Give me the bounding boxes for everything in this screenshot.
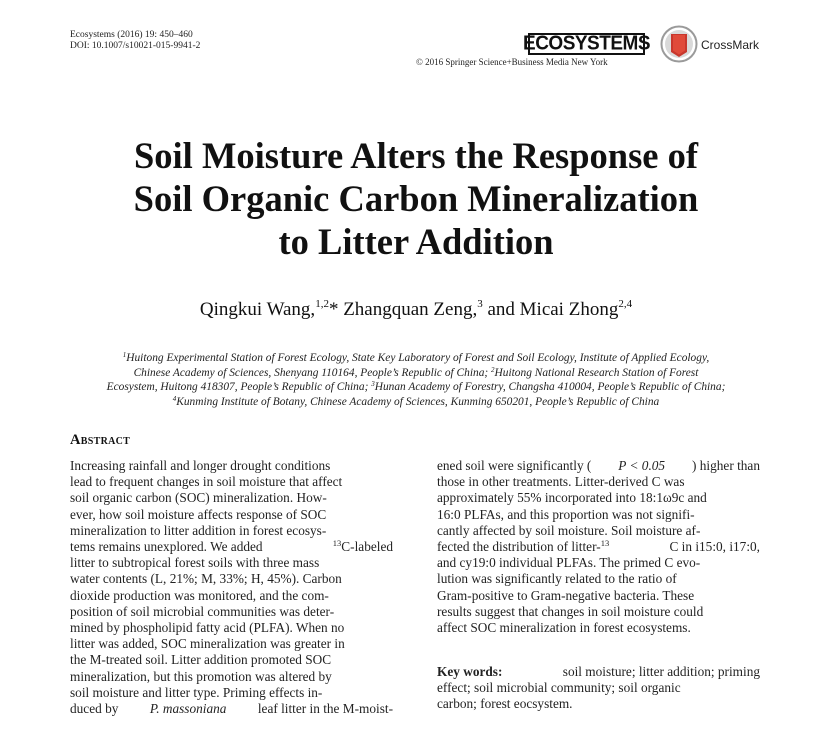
keywords-line xyxy=(437,664,760,680)
affiliation-line xyxy=(40,395,792,410)
affiliation-number: 4 xyxy=(172,394,177,403)
abstract-line: litter to subtropical forest soils with three mass xyxy=(70,555,320,571)
abstract-line: cantly affected by soil moisture. Soil moisture af- xyxy=(437,522,701,538)
abstract-line xyxy=(437,458,760,474)
abstract-heading: Abstract xyxy=(70,432,131,448)
keywords-label: Key words: xyxy=(437,664,503,679)
abstract-text: ened soil were significantly ( xyxy=(437,458,592,473)
isotope-mass: 13 xyxy=(600,538,610,549)
abstract-text: ) higher than xyxy=(692,458,760,473)
citation-info xyxy=(70,30,200,52)
article-title xyxy=(40,134,792,263)
isotope-mass: 13 xyxy=(332,538,342,549)
abstract-line: mineralization, but this promotion was altered by xyxy=(70,668,332,684)
keywords-block xyxy=(437,664,760,713)
author-conjunction: and xyxy=(487,299,515,320)
abstract-line: litter was added, SOC mineralization was greater in xyxy=(70,636,345,652)
affiliation-text: Ecosystem, Huitong 418307, People’s Republic of China; xyxy=(106,381,369,394)
title-line: Soil Moisture Alters the Response of xyxy=(133,135,699,176)
isotope-element: C xyxy=(341,539,351,555)
abstract-text: C in i15:0, i17:0, xyxy=(669,539,760,555)
abstract-line: Gram-positive to Gram-negative bacteria. These xyxy=(437,587,695,603)
affiliation-line xyxy=(40,380,792,395)
keywords-text: soil moisture; litter addition; priming xyxy=(562,664,760,679)
author-name[interactable]: Micai Zhong xyxy=(519,299,619,320)
citation-doi[interactable]: DOI: 10.1007/s10021-015-9941-2 xyxy=(70,41,201,51)
author-list xyxy=(40,299,792,321)
abstract-line: Increasing rainfall and longer drought conditions xyxy=(70,458,331,473)
affiliation-text: Huitong National Research Station of Forest xyxy=(494,366,699,379)
author-name[interactable]: Zhangquan Zeng, xyxy=(343,299,478,320)
abstract-line: soil moisture and litter type. Priming effects in- xyxy=(70,684,323,700)
abstract-column-right xyxy=(437,458,760,636)
title-line: to Litter Addition xyxy=(278,221,554,262)
abstract-line xyxy=(70,539,393,555)
abstract-line: 16:0 PLFAs, and this proportion was not signifi- xyxy=(437,506,695,522)
abstract-line: soil organic carbon (SOC) mineralization. How- xyxy=(70,490,327,506)
author-affiliation-ref: 1,2 xyxy=(315,298,329,310)
journal-logo[interactable] xyxy=(523,32,650,55)
affiliation-text: Chinese Academy of Sciences, Shenyang 110164, People’s Republic of China; xyxy=(133,366,489,379)
abstract-line: lution was significantly related to the ratio of xyxy=(437,571,677,587)
abstract-line: ever, how soil moisture affects response of SOC xyxy=(70,506,327,522)
copyright-notice: © 2016 Springer Science+Business Media New York xyxy=(416,57,608,67)
abstract-text: fected the distribution of litter- xyxy=(437,539,601,555)
affiliation-line xyxy=(40,351,792,366)
crossmark-label[interactable]: CrossMark xyxy=(701,38,760,52)
abstract-line: and cy19:0 individual PLFAs. The primed C evo- xyxy=(437,555,701,571)
abstract-text: duced by xyxy=(70,701,119,717)
abstract-line: dioxide production was monitored, and the com- xyxy=(70,587,329,603)
citation-volume: Ecosystems (2016) 19: 450–460 xyxy=(70,30,193,40)
isotope-label xyxy=(333,539,393,555)
affiliation-text: Kunming Institute of Botany, Chinese Academy of Sciences, Kunming 650201, People’s Republic of China xyxy=(176,395,660,408)
abstract-text: -labeled xyxy=(350,539,393,555)
abstract-text: tems remains unexplored. We added xyxy=(70,539,263,555)
affiliation-number: 2 xyxy=(491,365,495,374)
abstract-text xyxy=(437,539,609,555)
abstract-line xyxy=(70,701,393,717)
author-affiliation-ref: 2,4 xyxy=(618,298,633,310)
affiliation-text: Huitong Experimental Station of Forest Ecology, State Key Laboratory of Forest and Soil Ecology, Institute of Applied Ecology, xyxy=(126,352,710,364)
affiliation-line xyxy=(40,366,792,381)
abstract-text: leaf litter in the M-moist- xyxy=(257,701,393,717)
abstract-line: water contents (L, 21%; M, 33%; H, 45%). Carbon xyxy=(70,571,342,587)
abstract-line: mineralization to litter addition in forest ecosys- xyxy=(70,522,327,538)
p-value: P < 0.05 xyxy=(618,458,666,473)
journal-logo-text: ECOSYSTEMS xyxy=(523,32,650,55)
abstract-line: results suggest that changes in soil moisture could xyxy=(437,603,704,619)
abstract-line: the M-treated soil. Litter addition promoted SOC xyxy=(70,652,332,668)
abstract-line: position of soil microbial communities was deter- xyxy=(70,603,335,619)
keywords-line: carbon; forest eocsystem. xyxy=(437,696,573,712)
keywords-line: effect; soil microbial community; soil organic xyxy=(437,680,681,696)
affiliation-number: 1 xyxy=(122,351,127,359)
abstract-line xyxy=(437,539,760,555)
abstract-line: approximately 55% incorporated into 18:1ω9c and xyxy=(437,490,707,506)
author-affiliation-ref: 3 xyxy=(477,298,483,310)
crossmark-icon[interactable] xyxy=(660,25,698,63)
corresponding-author-star: * xyxy=(328,299,339,320)
affiliation-text: Hunan Academy of Forestry, Changsha 410004, People’s Republic of China; xyxy=(374,381,726,394)
title-line: Soil Organic Carbon Mineralization xyxy=(133,178,699,219)
abstract-line: affect SOC mineralization in forest ecosystems. xyxy=(437,620,691,636)
author-name[interactable]: Qingkui Wang, xyxy=(199,299,316,320)
affiliations xyxy=(40,351,792,409)
abstract-column-left xyxy=(70,458,393,717)
affiliation-number: 3 xyxy=(371,380,375,389)
abstract-line: mined by phospholipid fatty acid (PLFA). When no xyxy=(70,620,345,636)
abstract-line: lead to frequent changes in soil moisture that affect xyxy=(70,474,343,490)
species-name: P. massoniana xyxy=(149,701,227,717)
abstract-line: those in other treatments. Litter-derived C was xyxy=(437,474,685,490)
